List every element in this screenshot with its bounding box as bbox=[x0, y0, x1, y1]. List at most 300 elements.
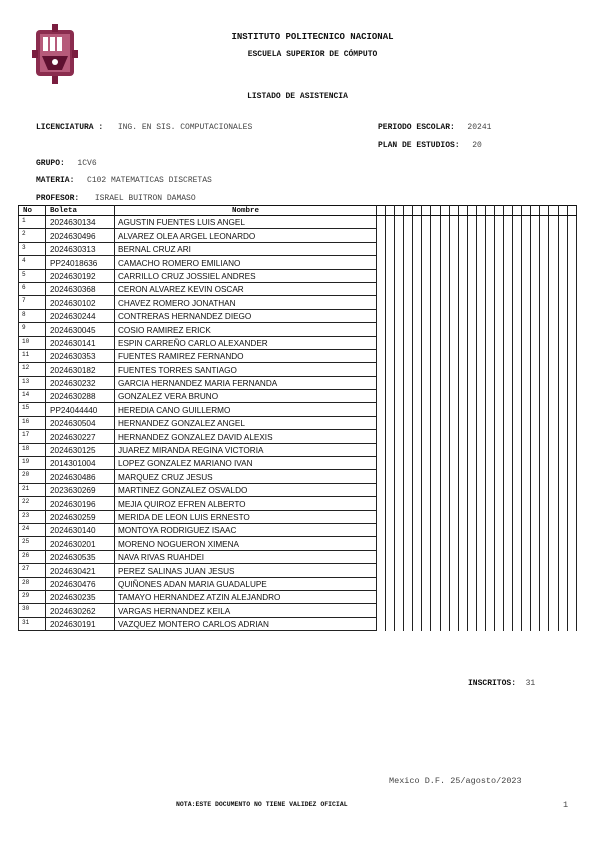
attendance-cell bbox=[395, 510, 404, 523]
attendance-cell bbox=[449, 376, 458, 389]
attendance-cell bbox=[504, 349, 513, 362]
attendance-header-cell bbox=[476, 206, 485, 216]
table-row bbox=[19, 229, 577, 242]
attendance-cell bbox=[567, 497, 576, 510]
attendance-cell bbox=[567, 256, 576, 269]
attendance-cell bbox=[440, 363, 449, 376]
attendance-cell bbox=[467, 430, 476, 443]
attendance-cell bbox=[476, 416, 485, 429]
attendance-cell bbox=[458, 564, 467, 577]
attendance-cell bbox=[504, 403, 513, 416]
attendance-cell bbox=[531, 550, 540, 563]
row-number: 10 bbox=[19, 336, 46, 349]
attendance-cell bbox=[422, 430, 431, 443]
attendance-cell bbox=[522, 470, 531, 483]
attendance-cell bbox=[549, 282, 558, 295]
attendance-cell bbox=[386, 523, 395, 536]
attendance-cell bbox=[440, 523, 449, 536]
attendance-cell bbox=[440, 323, 449, 336]
attendance-cell bbox=[431, 430, 440, 443]
attendance-cell bbox=[549, 216, 558, 229]
row-boleta: 2024630182 bbox=[46, 363, 115, 376]
row-number: 5 bbox=[19, 269, 46, 282]
row-number: 16 bbox=[19, 416, 46, 429]
attendance-cell bbox=[558, 443, 567, 456]
attendance-cell bbox=[549, 457, 558, 470]
attendance-cell bbox=[413, 363, 422, 376]
attendance-cell bbox=[449, 229, 458, 242]
table-row bbox=[19, 443, 577, 456]
attendance-cell bbox=[449, 470, 458, 483]
table-row bbox=[19, 604, 577, 617]
attendance-cell bbox=[440, 457, 449, 470]
attendance-cell bbox=[513, 550, 522, 563]
attendance-cell bbox=[485, 564, 494, 577]
row-boleta: 2024630134 bbox=[46, 216, 115, 229]
attendance-cell bbox=[431, 282, 440, 295]
attendance-cell bbox=[377, 537, 386, 550]
attendance-cell bbox=[422, 537, 431, 550]
attendance-cell bbox=[449, 564, 458, 577]
attendance-cell bbox=[422, 590, 431, 603]
attendance-cell bbox=[567, 564, 576, 577]
attendance-cell bbox=[476, 510, 485, 523]
attendance-cell bbox=[467, 349, 476, 362]
attendance-cell bbox=[567, 537, 576, 550]
row-boleta: 2024630368 bbox=[46, 282, 115, 295]
attendance-cell bbox=[540, 617, 549, 630]
attendance-cell bbox=[476, 443, 485, 456]
attendance-cell bbox=[531, 604, 540, 617]
attendance-cell bbox=[476, 269, 485, 282]
attendance-cell bbox=[395, 550, 404, 563]
attendance-cell bbox=[422, 323, 431, 336]
attendance-cell bbox=[540, 390, 549, 403]
attendance-cell bbox=[422, 363, 431, 376]
attendance-cell bbox=[458, 376, 467, 389]
attendance-cell bbox=[422, 564, 431, 577]
attendance-cell bbox=[467, 564, 476, 577]
table-row bbox=[19, 430, 577, 443]
attendance-cell bbox=[458, 390, 467, 403]
attendance-cell bbox=[386, 242, 395, 255]
row-boleta: 2024630353 bbox=[46, 349, 115, 362]
row-nombre: MERIDA DE LEON LUIS ERNESTO bbox=[115, 510, 377, 523]
attendance-cell bbox=[422, 457, 431, 470]
attendance-cell bbox=[413, 604, 422, 617]
attendance-cell bbox=[386, 390, 395, 403]
profesor-label: PROFESOR: bbox=[36, 194, 80, 203]
footer-note: NOTA:ESTE DOCUMENTO NO TIENE VALIDEZ OFICIAL bbox=[176, 801, 348, 808]
row-number: 29 bbox=[19, 590, 46, 603]
attendance-header-cell bbox=[522, 206, 531, 216]
attendance-cell bbox=[377, 470, 386, 483]
attendance-cell bbox=[377, 483, 386, 496]
attendance-cell bbox=[377, 336, 386, 349]
attendance-cell bbox=[395, 470, 404, 483]
attendance-cell bbox=[549, 349, 558, 362]
attendance-cell bbox=[513, 564, 522, 577]
attendance-cell bbox=[467, 497, 476, 510]
attendance-cell bbox=[522, 510, 531, 523]
attendance-cell bbox=[540, 336, 549, 349]
attendance-cell bbox=[458, 229, 467, 242]
attendance-cell bbox=[540, 296, 549, 309]
attendance-cell bbox=[558, 256, 567, 269]
attendance-cell bbox=[531, 470, 540, 483]
attendance-cell bbox=[449, 216, 458, 229]
attendance-cell bbox=[485, 390, 494, 403]
attendance-cell bbox=[395, 256, 404, 269]
attendance-cell bbox=[413, 296, 422, 309]
row-number: 17 bbox=[19, 430, 46, 443]
attendance-cell bbox=[431, 349, 440, 362]
attendance-cell bbox=[540, 604, 549, 617]
row-number: 31 bbox=[19, 617, 46, 630]
attendance-cell bbox=[476, 523, 485, 536]
attendance-cell bbox=[377, 403, 386, 416]
attendance-cell bbox=[458, 470, 467, 483]
attendance-cell bbox=[413, 309, 422, 322]
attendance-cell bbox=[540, 443, 549, 456]
attendance-cell bbox=[549, 523, 558, 536]
attendance-cell bbox=[449, 390, 458, 403]
attendance-cell bbox=[495, 309, 504, 322]
attendance-cell bbox=[549, 376, 558, 389]
attendance-cell bbox=[395, 282, 404, 295]
attendance-cell bbox=[395, 216, 404, 229]
attendance-cell bbox=[476, 256, 485, 269]
attendance-cell bbox=[422, 296, 431, 309]
row-nombre: VAZQUEZ MONTERO CARLOS ADRIAN bbox=[115, 617, 377, 630]
attendance-cell bbox=[458, 537, 467, 550]
attendance-cell bbox=[513, 590, 522, 603]
attendance-cell bbox=[395, 497, 404, 510]
row-number: 6 bbox=[19, 282, 46, 295]
attendance-cell bbox=[522, 309, 531, 322]
attendance-cell bbox=[522, 242, 531, 255]
attendance-cell bbox=[404, 309, 413, 322]
attendance-cell bbox=[495, 590, 504, 603]
attendance-cell bbox=[549, 296, 558, 309]
attendance-cell bbox=[540, 483, 549, 496]
row-nombre: ALVAREZ OLEA ARGEL LEONARDO bbox=[115, 229, 377, 242]
attendance-cell bbox=[449, 510, 458, 523]
attendance-cell bbox=[485, 242, 494, 255]
grupo-row bbox=[36, 152, 97, 170]
attendance-cell bbox=[495, 296, 504, 309]
attendance-cell bbox=[476, 349, 485, 362]
row-boleta: 2024630313 bbox=[46, 242, 115, 255]
attendance-cell bbox=[440, 256, 449, 269]
attendance-cell bbox=[467, 577, 476, 590]
attendance-cell bbox=[540, 590, 549, 603]
attendance-cell bbox=[495, 617, 504, 630]
attendance-cell bbox=[458, 617, 467, 630]
attendance-cell bbox=[567, 510, 576, 523]
attendance-cell bbox=[404, 617, 413, 630]
attendance-cell bbox=[449, 256, 458, 269]
attendance-cell bbox=[485, 416, 494, 429]
row-number: 23 bbox=[19, 510, 46, 523]
attendance-cell bbox=[458, 216, 467, 229]
row-number: 25 bbox=[19, 537, 46, 550]
attendance-cell bbox=[413, 497, 422, 510]
attendance-cell bbox=[495, 269, 504, 282]
attendance-header-cell bbox=[422, 206, 431, 216]
attendance-cell bbox=[549, 497, 558, 510]
attendance-cell bbox=[549, 550, 558, 563]
row-boleta: 2024630232 bbox=[46, 376, 115, 389]
institute-title: INSTITUTO POLITECNICO NACIONAL bbox=[231, 32, 394, 42]
attendance-cell bbox=[413, 443, 422, 456]
attendance-cell bbox=[440, 537, 449, 550]
attendance-cell bbox=[386, 470, 395, 483]
attendance-cell bbox=[522, 336, 531, 349]
attendance-cell bbox=[458, 403, 467, 416]
attendance-cell bbox=[377, 457, 386, 470]
attendance-cell bbox=[449, 269, 458, 282]
attendance-cell bbox=[467, 457, 476, 470]
attendance-cell bbox=[567, 269, 576, 282]
attendance-cell bbox=[431, 296, 440, 309]
attendance-cell bbox=[504, 229, 513, 242]
attendance-cell bbox=[522, 537, 531, 550]
attendance-cell bbox=[404, 443, 413, 456]
attendance-cell bbox=[467, 363, 476, 376]
attendance-cell bbox=[431, 457, 440, 470]
attendance-cell bbox=[431, 510, 440, 523]
row-boleta: 2024630262 bbox=[46, 604, 115, 617]
attendance-cell bbox=[531, 349, 540, 362]
attendance-cell bbox=[558, 604, 567, 617]
attendance-cell bbox=[522, 497, 531, 510]
row-number: 9 bbox=[19, 323, 46, 336]
attendance-cell bbox=[467, 604, 476, 617]
row-boleta: 2024630227 bbox=[46, 430, 115, 443]
attendance-header-cell bbox=[431, 206, 440, 216]
attendance-cell bbox=[495, 416, 504, 429]
attendance-cell bbox=[467, 256, 476, 269]
table-header-row bbox=[19, 206, 577, 216]
attendance-cell bbox=[558, 282, 567, 295]
row-boleta: 2024630476 bbox=[46, 577, 115, 590]
attendance-cell bbox=[377, 617, 386, 630]
plan-value: 20 bbox=[472, 141, 482, 150]
attendance-cell bbox=[476, 363, 485, 376]
attendance-cell bbox=[567, 323, 576, 336]
attendance-cell bbox=[522, 416, 531, 429]
attendance-cell bbox=[458, 323, 467, 336]
row-number: 21 bbox=[19, 483, 46, 496]
attendance-cell bbox=[449, 349, 458, 362]
attendance-cell bbox=[549, 577, 558, 590]
attendance-cell bbox=[558, 483, 567, 496]
licenciatura-row bbox=[36, 116, 252, 134]
attendance-cell bbox=[377, 309, 386, 322]
header-nombre: Nombre bbox=[115, 206, 377, 216]
attendance-cell bbox=[377, 349, 386, 362]
row-boleta: 2024630259 bbox=[46, 510, 115, 523]
table-row bbox=[19, 282, 577, 295]
row-number: 24 bbox=[19, 523, 46, 536]
attendance-cell bbox=[377, 510, 386, 523]
row-boleta: 2024630288 bbox=[46, 390, 115, 403]
attendance-cell bbox=[504, 242, 513, 255]
attendance-cell bbox=[422, 577, 431, 590]
attendance-header-cell bbox=[513, 206, 522, 216]
row-nombre: CERON ALVAREZ KEVIN OSCAR bbox=[115, 282, 377, 295]
inscritos-label: INSCRITOS: bbox=[468, 679, 517, 688]
attendance-cell bbox=[504, 309, 513, 322]
attendance-cell bbox=[485, 590, 494, 603]
attendance-cell bbox=[485, 229, 494, 242]
attendance-cell bbox=[404, 296, 413, 309]
header-boleta: Boleta bbox=[46, 206, 115, 216]
attendance-cell bbox=[522, 390, 531, 403]
attendance-cell bbox=[567, 349, 576, 362]
attendance-cell bbox=[377, 497, 386, 510]
attendance-cell bbox=[540, 457, 549, 470]
attendance-cell bbox=[386, 296, 395, 309]
table-row bbox=[19, 363, 577, 376]
attendance-cell bbox=[440, 282, 449, 295]
attendance-cell bbox=[386, 363, 395, 376]
attendance-cell bbox=[467, 470, 476, 483]
attendance-cell bbox=[495, 497, 504, 510]
attendance-cell bbox=[440, 296, 449, 309]
attendance-header-cell bbox=[549, 206, 558, 216]
attendance-cell bbox=[431, 470, 440, 483]
attendance-cell bbox=[440, 229, 449, 242]
attendance-cell bbox=[558, 564, 567, 577]
attendance-cell bbox=[404, 336, 413, 349]
attendance-cell bbox=[422, 443, 431, 456]
table-row bbox=[19, 349, 577, 362]
attendance-cell bbox=[467, 269, 476, 282]
row-nombre: MARTINEZ GONZALEZ OSVALDO bbox=[115, 483, 377, 496]
attendance-cell bbox=[431, 229, 440, 242]
table-row bbox=[19, 590, 577, 603]
attendance-cell bbox=[522, 216, 531, 229]
attendance-cell bbox=[540, 497, 549, 510]
attendance-cell bbox=[540, 577, 549, 590]
attendance-cell bbox=[485, 470, 494, 483]
attendance-cell bbox=[522, 430, 531, 443]
attendance-cell bbox=[540, 349, 549, 362]
attendance-cell bbox=[531, 416, 540, 429]
row-number: 3 bbox=[19, 242, 46, 255]
attendance-cell bbox=[485, 323, 494, 336]
attendance-cell bbox=[540, 269, 549, 282]
attendance-cell bbox=[395, 564, 404, 577]
attendance-cell bbox=[377, 229, 386, 242]
attendance-cell bbox=[531, 242, 540, 255]
attendance-cell bbox=[449, 523, 458, 536]
attendance-cell bbox=[567, 390, 576, 403]
attendance-cell bbox=[558, 323, 567, 336]
attendance-cell bbox=[495, 349, 504, 362]
attendance-cell bbox=[413, 483, 422, 496]
attendance-cell bbox=[377, 363, 386, 376]
attendance-cell bbox=[485, 269, 494, 282]
attendance-cell bbox=[513, 323, 522, 336]
attendance-cell bbox=[395, 242, 404, 255]
attendance-cell bbox=[377, 242, 386, 255]
attendance-cell bbox=[458, 416, 467, 429]
attendance-cell bbox=[440, 309, 449, 322]
attendance-cell bbox=[540, 470, 549, 483]
attendance-cell bbox=[485, 483, 494, 496]
attendance-cell bbox=[495, 363, 504, 376]
attendance-cell bbox=[513, 269, 522, 282]
attendance-cell bbox=[467, 323, 476, 336]
attendance-cell bbox=[440, 510, 449, 523]
attendance-cell bbox=[495, 523, 504, 536]
attendance-cell bbox=[504, 323, 513, 336]
attendance-cell bbox=[558, 617, 567, 630]
attendance-cell bbox=[431, 416, 440, 429]
attendance-cell bbox=[458, 497, 467, 510]
attendance-cell bbox=[495, 323, 504, 336]
attendance-cell bbox=[522, 296, 531, 309]
attendance-cell bbox=[377, 416, 386, 429]
attendance-cell bbox=[531, 296, 540, 309]
attendance-cell bbox=[404, 349, 413, 362]
attendance-cell bbox=[476, 577, 485, 590]
attendance-cell bbox=[431, 550, 440, 563]
row-number: 8 bbox=[19, 309, 46, 322]
attendance-cell bbox=[549, 309, 558, 322]
attendance-cell bbox=[386, 216, 395, 229]
attendance-cell bbox=[540, 256, 549, 269]
attendance-cell bbox=[540, 323, 549, 336]
attendance-cell bbox=[485, 443, 494, 456]
row-boleta: 2024630421 bbox=[46, 564, 115, 577]
attendance-cell bbox=[531, 577, 540, 590]
place-date: Mexico D.F. 25/agosto/2023 bbox=[389, 776, 522, 786]
attendance-cell bbox=[567, 483, 576, 496]
attendance-cell bbox=[504, 617, 513, 630]
attendance-cell bbox=[431, 363, 440, 376]
attendance-cell bbox=[386, 537, 395, 550]
row-nombre: HERNANDEZ GONZALEZ DAVID ALEXIS bbox=[115, 430, 377, 443]
attendance-cell bbox=[386, 430, 395, 443]
attendance-cell bbox=[531, 269, 540, 282]
attendance-cell bbox=[395, 390, 404, 403]
attendance-cell bbox=[476, 296, 485, 309]
attendance-cell bbox=[504, 550, 513, 563]
attendance-cell bbox=[440, 497, 449, 510]
attendance-cell bbox=[540, 523, 549, 536]
attendance-cell bbox=[422, 282, 431, 295]
attendance-cell bbox=[386, 269, 395, 282]
attendance-cell bbox=[395, 604, 404, 617]
row-number: 4 bbox=[19, 256, 46, 269]
attendance-cell bbox=[422, 376, 431, 389]
attendance-cell bbox=[386, 309, 395, 322]
attendance-cell bbox=[413, 403, 422, 416]
row-nombre: CONTRERAS HERNANDEZ DIEGO bbox=[115, 309, 377, 322]
attendance-cell bbox=[431, 537, 440, 550]
attendance-cell bbox=[377, 282, 386, 295]
attendance-cell bbox=[476, 282, 485, 295]
attendance-cell bbox=[522, 590, 531, 603]
attendance-cell bbox=[431, 590, 440, 603]
attendance-cell bbox=[377, 523, 386, 536]
attendance-cell bbox=[513, 229, 522, 242]
attendance-cell bbox=[549, 590, 558, 603]
